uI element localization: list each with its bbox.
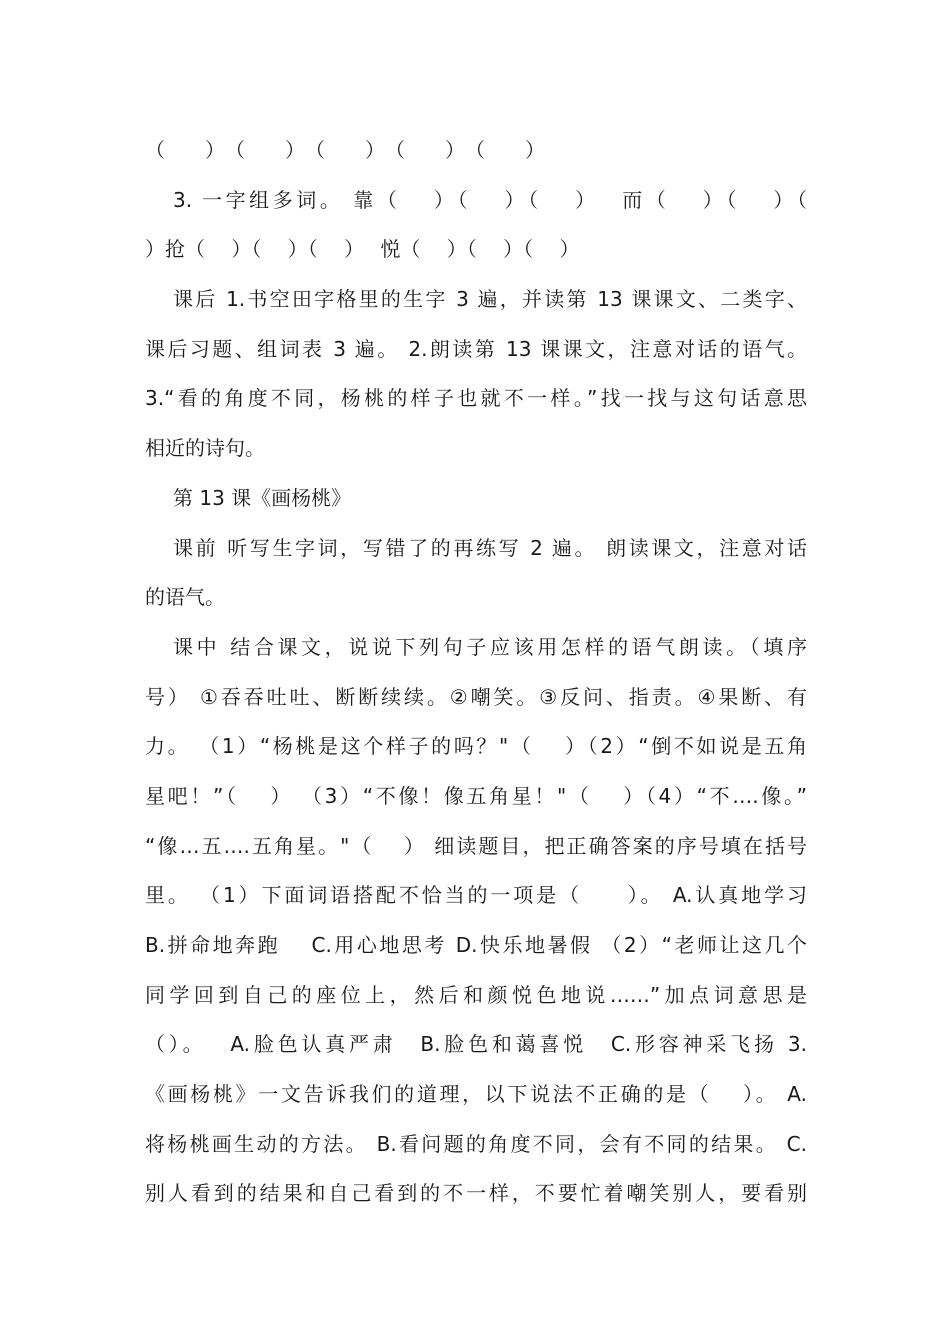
text-line-3: ）抢（ ）（ ）（ ） 悦（ ）（ ）（ ） [145, 237, 580, 262]
text-line-19: （）。 A.脸色认真严肃 B.脸色和蔼喜悦 C.形容神采飞扬 3. [145, 1032, 807, 1057]
text-line-16: 里。 （1）下面词语搭配不恰当的一项是（ ）。 A.认真地学习 [145, 883, 807, 908]
document-page [145, 126, 807, 1219]
text-line-20: 《画杨桃》一文告诉我们的道理，以下说法不正确的是（ ）。 A. [145, 1082, 807, 1107]
text-line-14: 星吧！”（ ） （3）“不像！像五角星！"（ ）（4）“不….像。” [145, 783, 807, 808]
text-line-2: 3. 一字组多词。 靠（ ）（ ）（ ） 而（ ）（ ）（ [173, 187, 807, 212]
text-line-6: 3.“看的角度不同，杨桃的样子也就不一样。”找一找与这句话意思 [145, 386, 807, 411]
text-line-22: 别人看到的结果和自己看到的不一样，不要忙着嘲笑别人，要看别 [145, 1181, 807, 1206]
text-line-13: 力。 （1）“杨桃是这个样子的吗？"（ ）（2）“倒不如说是五角 [145, 734, 807, 759]
text-line-18: 同学回到自己的座位上，然后和颜悦色地说……”加点词意思是 [145, 982, 807, 1007]
text-line-17: B.拼命地奔跑 C.用心地思考 D.快乐地暑假 （2）“老师让这几个 [145, 933, 807, 957]
text-line-15: “像…五….五角星。"（ ） 细读题目，把正确答案的序号填在括号 [145, 833, 807, 858]
text-line-11: 课中 结合课文，说说下列句子应该用怎样的语气朗读。（填序 [173, 634, 807, 659]
text-line-7: 相近的诗句。 [145, 436, 265, 461]
text-line-12: 号） ①吞吞吐吐、断断续续。②嘲笑。③反问、指责。④果断、有 [145, 684, 807, 709]
text-line-1: （ ） （ ） （ ） （ ） （ ） [145, 138, 545, 162]
text-line-10: 的语气。 [145, 585, 225, 610]
text-line-21: 将杨桃画生动的方法。 B.看问题的角度不同，会有不同的结果。 C. [145, 1131, 807, 1156]
text-line-5: 课后习题、组词表 3 遍。 2.朗读第 13 课课文，注意对话的语气。 [145, 336, 807, 361]
lesson-heading: 第 13 课《画杨桃》 [173, 485, 352, 510]
text-line-4: 课后 1.书空田字格里的生字 3 遍，并读第 13 课课文、二类字、 [173, 287, 807, 312]
text-line-9: 课前 听写生字词，写错了的再练写 2 遍。 朗读课文，注意对话 [173, 535, 807, 560]
